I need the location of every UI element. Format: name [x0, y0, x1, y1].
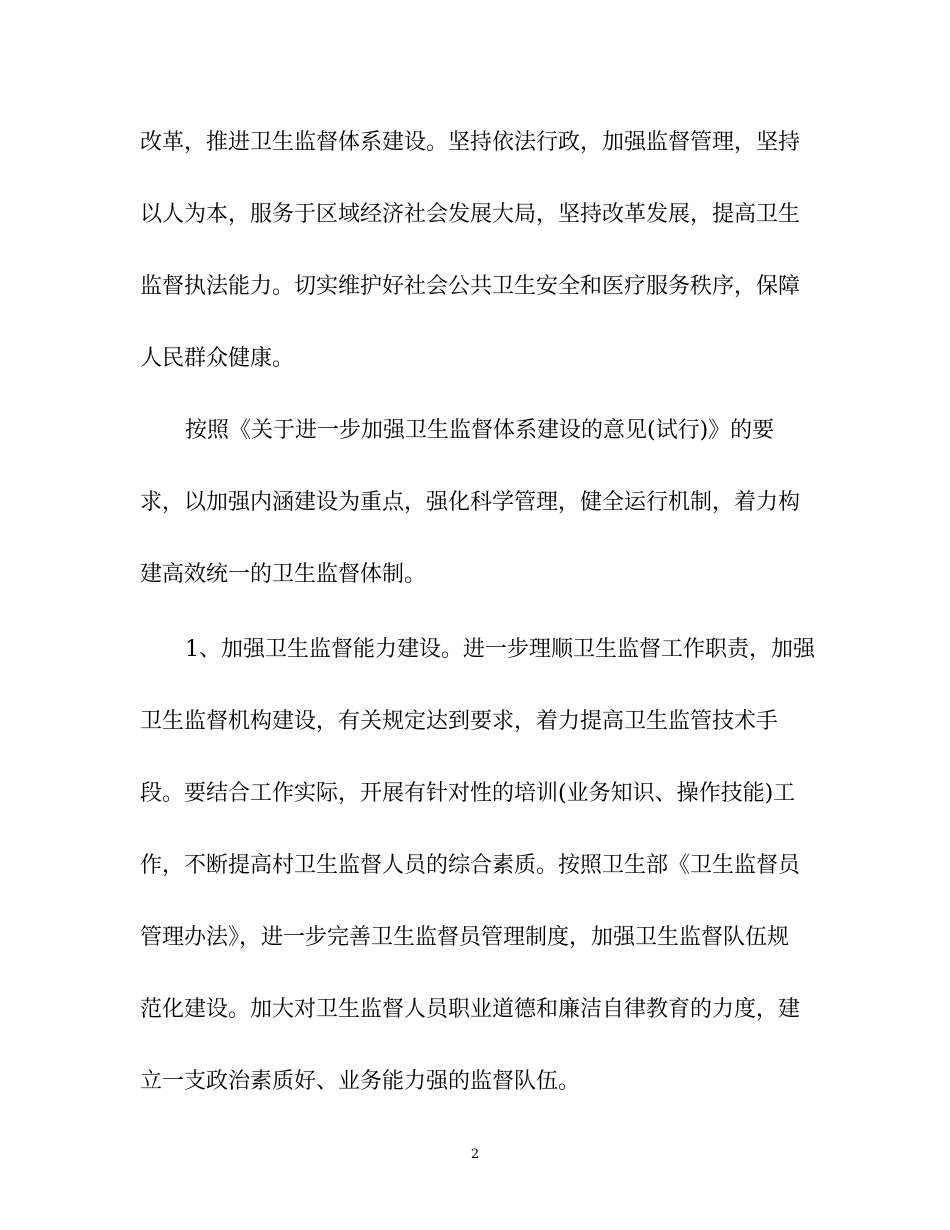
- page-number: 2: [470, 1147, 480, 1162]
- paragraph-line: 人民群众健康。: [140, 346, 295, 371]
- paragraph-line: 范化建设。加大对卫生监督人员职业道德和廉洁自律教育的力度，建: [140, 997, 801, 1022]
- paragraph-line: 按照《关于进一步加强卫生监督体系建设的意见(试行)》的要: [185, 418, 775, 443]
- paragraph-line: 立一支政治素质好、业务能力强的监督队伍。: [140, 1069, 581, 1094]
- paragraph-line: 建高效统一的卫生监督体制。: [140, 562, 427, 587]
- paragraph-line: 段。要结合工作实际，开展有针对性的培训(业务知识、操作技能)工: [140, 781, 796, 806]
- paragraph-line: 求，以加强内涵建设为重点，强化科学管理，健全运行机制，着力构: [140, 490, 801, 515]
- paragraph-line: 监督执法能力。切实维护好社会公共卫生安全和医疗服务秩序，保障: [140, 274, 801, 299]
- paragraph-line: 以人为本，服务于区域经济社会发展大局，坚持改革发展，提高卫生: [140, 202, 801, 227]
- paragraph-line: 卫生监督机构建设，有关规定达到要求，着力提高卫生监管技术手: [140, 709, 779, 734]
- paragraph-line: 作，不断提高村卫生监督人员的综合素质。按照卫生部《卫生监督员: [140, 853, 801, 878]
- paragraph-line: 1、加强卫生监督能力建设。进一步理顺卫生监督工作职责，加强: [185, 637, 815, 662]
- paragraph-line: 管理办法》，进一步完善卫生监督员管理制度，加强卫生监督队伍规: [140, 925, 790, 950]
- paragraph-line: 改革，推进卫生监督体系建设。坚持依法行政，加强监督管理，坚持: [140, 130, 801, 155]
